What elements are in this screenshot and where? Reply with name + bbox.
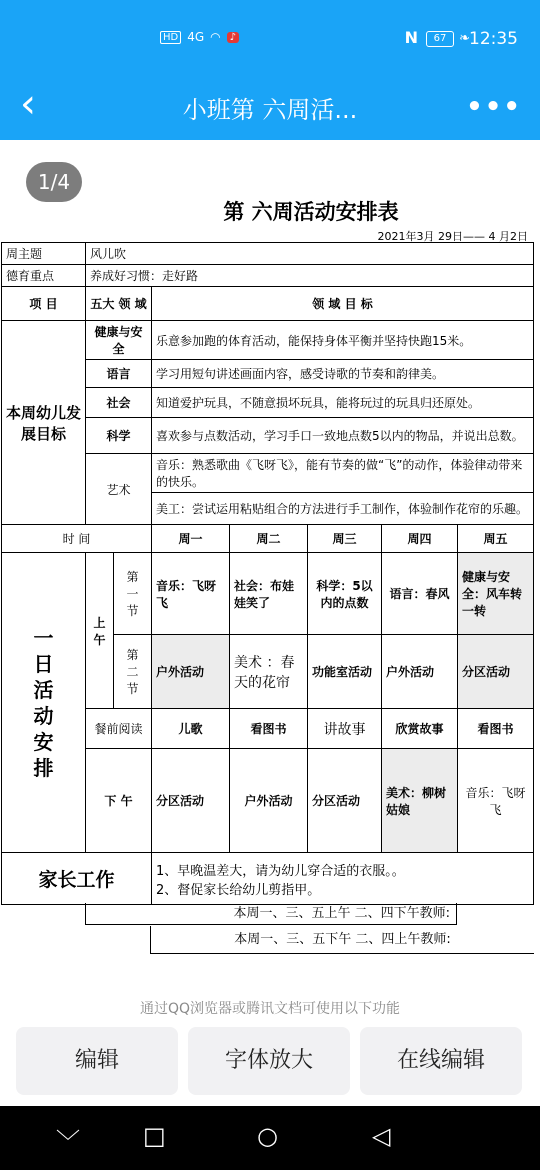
app-header (0, 80, 540, 140)
development-goal-label: 本周幼儿发展目标 (2, 321, 86, 525)
day-header: 周五 (458, 525, 534, 553)
activity-cell: 看图书 (230, 709, 308, 749)
online-edit-button[interactable]: 在线编辑 (360, 1027, 522, 1095)
activity-cell: 分区活动 (308, 749, 382, 853)
activity-cell: 分区活动 (152, 749, 230, 853)
domain-goal: 喜欢参与点数活动，学习手口一致地点数5以内的物品，并说出总数。 (152, 418, 534, 454)
domain-name: 语言 (86, 360, 152, 388)
day-header: 周一 (152, 525, 230, 553)
teacher-note-1: 本周一、三、五上午 二、四下午教师: (85, 903, 457, 925)
day-header: 周四 (382, 525, 458, 553)
theme-value: 风儿吹 (86, 243, 534, 265)
status-bar (0, 0, 540, 80)
nav-recent-icon[interactable]: □ (143, 1122, 166, 1150)
activity-cell: 健康与安全：风车转一转 (458, 553, 534, 635)
daily-schedule-label: 一日活动安排 (2, 553, 86, 853)
domain-label: 五大 领 域 (86, 287, 152, 321)
activity-cell: 社会：布娃娃笑了 (230, 553, 308, 635)
network-indicator: 4G (187, 30, 205, 44)
font-zoom-button[interactable]: 字体放大 (188, 1027, 350, 1095)
hd-icon: HD (160, 31, 181, 44)
parent-work-label: 家长工作 (2, 853, 152, 905)
domain-goal: 知道爱护玩具，不随意损坏玩具，能将玩过的玩具归还原处。 (152, 388, 534, 418)
domain-name: 社会 (86, 388, 152, 418)
document-title: 小班第 六周活... (182, 96, 358, 124)
activity-cell: 美术 ：春天的花帘 (230, 635, 308, 709)
section-1-label: 第一节 (114, 553, 152, 635)
nav-back-icon[interactable]: ◁ (372, 1122, 391, 1150)
parent-work-content (152, 853, 534, 905)
moral-value: 养成好习惯：走好路 (86, 265, 534, 287)
goal-label: 领 域 目 标 (152, 287, 534, 321)
parent-work-item: 2、督促家长给幼儿剪指甲。 (156, 882, 321, 898)
nav-home-icon[interactable]: ○ (257, 1122, 278, 1150)
art-goal-craft: 美工：尝试运用粘贴组合的方法进行手工制作，体验制作花帘的乐趣。 (152, 493, 534, 525)
moral-label: 德育重点 (2, 265, 86, 287)
domain-name-art: 艺术 (86, 454, 152, 525)
day-header: 周二 (230, 525, 308, 553)
page-indicator: 1/4 (26, 162, 82, 202)
activity-cell: 科学：5以内的点数 (308, 553, 382, 635)
battery-icon: 67 (426, 31, 454, 47)
time-label: 时 间 (2, 525, 152, 553)
theme-label: 周主题 (2, 243, 86, 265)
activity-cell: 儿歌 (152, 709, 230, 749)
action-bar (0, 1027, 540, 1095)
premeal-reading-label: 餐前阅读 (86, 709, 152, 749)
more-options-icon[interactable]: ••• (466, 92, 522, 122)
project-label: 项 目 (2, 287, 86, 321)
activity-cell: 户外活动 (230, 749, 308, 853)
status-left-icons (160, 30, 239, 44)
art-goal-music: 音乐：熟悉歌曲《飞呀飞》，能有节奏的做“飞”的动作，体验律动带来的快乐。 (152, 454, 534, 493)
activity-cell: 讲故事 (308, 709, 382, 749)
activity-cell: 美术：柳树姑娘 (382, 749, 458, 853)
schedule-title: 第 六周活动安排表 (223, 200, 399, 224)
wifi-icon: ◠ (210, 30, 221, 44)
activity-cell: 看图书 (458, 709, 534, 749)
feature-hint: 通过QQ浏览器或腾讯文档可使用以下功能 (139, 1001, 401, 1017)
activity-cell: 功能室活动 (308, 635, 382, 709)
schedule-table (1, 242, 534, 905)
section-2-label: 第二节 (114, 635, 152, 709)
domain-name: 科学 (86, 418, 152, 454)
activity-cell: 音乐：飞呀飞 (152, 553, 230, 635)
edit-button[interactable]: 编辑 (16, 1027, 178, 1095)
activity-cell: 欣赏故事 (382, 709, 458, 749)
domain-name: 健康与安全 (86, 321, 152, 360)
parent-work-item: 1、早晚温差大，请为幼儿穿合适的衣服。。 (156, 863, 405, 879)
document-viewer[interactable] (0, 140, 540, 990)
notification-app-icon: ♪ (227, 32, 239, 43)
activity-cell: 语言：春风 (382, 553, 458, 635)
activity-cell: 户外活动 (152, 635, 230, 709)
activity-cell: 音乐：飞呀飞 (458, 749, 534, 853)
power-saving-leaf-icon: ❧ (459, 31, 470, 46)
morning-label: 上午 (86, 553, 114, 709)
activity-cell: 分区活动 (458, 635, 534, 709)
teacher-note-2: 本周一、三、五下午 二、四上午教师: (150, 926, 534, 954)
day-header: 周三 (308, 525, 382, 553)
schedule-date-range: 2021年3月 29日—— 4 月2日 (377, 230, 528, 243)
status-time: 12:35 (469, 29, 518, 49)
nfc-icon: N (404, 28, 418, 47)
domain-goal: 乐意参加跑的体育活动，能保持身体平衡并坚持快跑15米。 (152, 321, 534, 360)
activity-cell: 户外活动 (382, 635, 458, 709)
back-arrow-icon[interactable]: ‹ (20, 81, 36, 127)
system-nav-bar (0, 1106, 540, 1170)
afternoon-label: 下 午 (86, 749, 152, 853)
nav-collapse-icon[interactable]: ﹀ (56, 1128, 80, 1156)
domain-goal: 学习用短句讲述画面内容，感受诗歌的节奏和韵律美。 (152, 360, 534, 388)
